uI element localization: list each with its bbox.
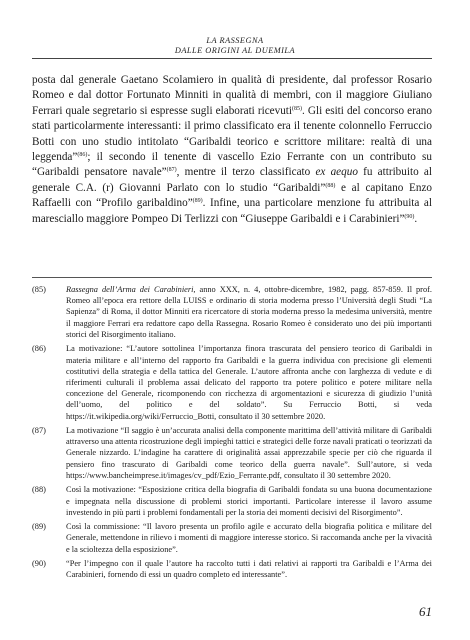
running-head-line-2: DALLE ORIGINI AL DUEMILA xyxy=(174,46,296,55)
body-text-emphasis: ex aequo xyxy=(315,166,358,179)
body-text-segment: fu attribuito al generale C.A. (r) Giovanni Parlato con lo studio “Garibaldi” xyxy=(32,166,432,194)
footnote-text: “Per l’impegno con il quale l’autore ha raccolto tutti i dati relativi ai rapporti tra Garibaldi e l’Arma dei Carabinieri, fornendo di essi un quadro completo ed interessante”. xyxy=(66,559,432,580)
footnote-ref-89: (89) xyxy=(192,198,203,205)
footnote-number: (88) xyxy=(32,485,46,495)
body-text-segment: e al capitano Enzo Raffaelli con “Profilo garibaldino” xyxy=(32,181,433,210)
footnote-87 xyxy=(32,425,432,481)
body-paragraph xyxy=(32,73,432,227)
footnote-ref-90: (90) xyxy=(404,213,415,220)
footnote-text xyxy=(66,284,432,340)
footnote-number: (85) xyxy=(32,285,46,294)
footnote-number: (89) xyxy=(32,522,46,532)
footnote-text: Così la motivazione: “Esposizione critica della biografia di Garibaldi fondata su una buona documentazione e impegnata nella discussione di problemi storici importanti. Particolare interesse il lavoro assume investendo in più parti i problemi fondamentali per la storia dei momenti decisivi del Risorgimento”. xyxy=(66,485,432,517)
footnotes xyxy=(32,284,432,584)
body-text-segment: . Gli esiti del concorso erano stati particolarmente interessanti: il primo classificato era il tenente colonnello Ferruccio Botti con uno studio intitolato “Garibaldi teorico e scrittore militare: realtà di una leggenda” xyxy=(32,104,432,164)
header-rule xyxy=(32,58,432,59)
running-head-line-1: LA RASSEGNA xyxy=(206,36,264,45)
footnote-ref-87: (87) xyxy=(166,167,177,174)
body-text-segment: posta dal generale Gaetano Scolamiero in qualità di presidente, dal professor Rosario Romeo e dal dottor Fortunato Minniti in qualità di membri, con il maggiore Giuliano Ferrari quale segretario si espresse sugli elaborati ricevuti xyxy=(32,74,432,117)
page-number: 61 xyxy=(419,604,432,619)
body-text xyxy=(32,73,432,227)
body-text-segment: , mentre il terzo classificato xyxy=(176,166,316,179)
footnote-rule xyxy=(32,277,432,278)
footnote-ref-88: (88) xyxy=(325,182,336,189)
body-text-segment: . Infine, una particolare menzione fu attribuita al maresciallo maggiore Pompeo Di Terlizzi con “Giuseppe Garibaldi e i Carabinieri” xyxy=(32,197,432,225)
footnote-ref-86: (86) xyxy=(77,152,88,159)
footnote-89 xyxy=(32,521,432,555)
footnote-88 xyxy=(32,484,432,518)
footnote-86 xyxy=(32,343,432,421)
footnote-number: (86) xyxy=(32,344,46,354)
footnote-text: Così la commissione: “Il lavoro presenta un profilo agile e accurato della biografia politica e militare del Generale, mettendone in rilievo i momenti di maggiore interesse storico. Si raccomanda anche per la vivacità e la scioltezza della esposizione”. xyxy=(66,522,432,554)
footnote-number: (90) xyxy=(32,559,46,569)
footnote-text: La motivazione “Il saggio è un’accurata analisi della componente marittima dell’attività militare di Garibaldi attraverso una attenta ricostruzione degli impieghi tattici e strategici delle forze navali praticati o teorizzati da Generale nizzardo. L’indagine ha carattere di originalità assai apprezzabile specie per ciò che riguarda il pensiero fino trascurato di Garibaldi come teorico della guerra navale”. Sull’autore, si veda https://www.bancheimprese.it/images/cv_pdf/Ezio_Ferrante.pdf, consultato il 30 settembre 2020. xyxy=(66,426,432,480)
running-head xyxy=(0,36,470,56)
footnote-number: (87) xyxy=(32,426,46,436)
body-text-segment: ; il secondo il tenente di vascello Ezio Ferrante con un contributo su “Garibaldi pensatore navale” xyxy=(32,151,432,179)
body-text-segment: . xyxy=(414,212,418,225)
footnote-text-emphasis: Rassegna dell’Arma dei Carabinieri xyxy=(66,285,194,294)
footnote-text: La motivazione: “L’autore sottolinea l’importanza finora trascurata del pensiero teorico di Garibaldi in materia militare e all’interno del rapporto fra Garibaldi e la guerra individua con precisione gli elementi costitutivi della strategia e della tattica del Generale. L’autore affronta anche con larghezza di vedute e di riferimenti culturali il problema assai delicato del rapporto tra potere politico e potere militare nella concezione del Generale, ricomponendo con ricchezza di argomentazioni e sicurezza di giudizio l’unità dell’uomo, del politico e del soldato”. Su Ferruccio Botti, si veda https://it.wikipedia.org/wiki/Ferruccio_Botti, consultato il 30 settembre 2020. xyxy=(66,344,432,421)
footnote-90 xyxy=(32,558,432,580)
footnote-85 xyxy=(32,284,432,340)
footnote-text-body: , anno XXX, n. 4, ottobre-dicembre, 1982, pagg. 857-859. Il prof. Romeo all’epoca era rettore della LUISS e ordinario di storia moderna presso l’Università degli Studi “La Sapienza” di Roma, il dottor Minniti era ricercatore di storia moderna presso la medesima università, mentre il maggiore Ferrari era redattore capo della Rassegna. Rosario Romeo è considerato uno dei più importanti storici del Risorgimento italiano. xyxy=(66,285,432,339)
footnote-ref-85: (85) xyxy=(292,105,303,112)
